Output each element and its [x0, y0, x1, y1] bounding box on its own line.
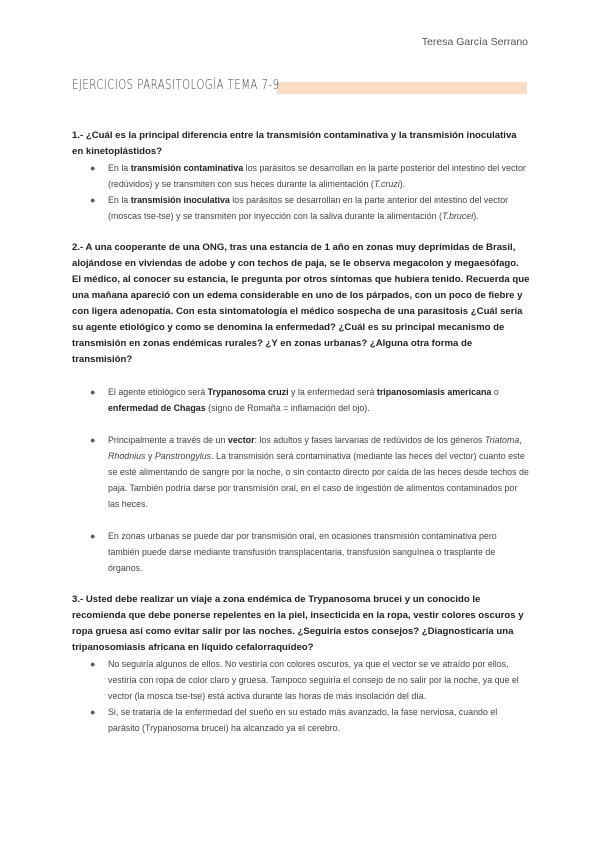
- list-item: ● El agente etiológico será Trypanosoma cruzi y la enfermedad será tripanosomiasis americana o enfermedad de Chagas (signo de Romaña = inflamación del ojo).: [72, 384, 530, 416]
- question-1: 1.- ¿Cuál es la principal diferencia entre la transmisión contaminativa y la transmisión inoculativa en kinetoplástidos?: [72, 130, 517, 157]
- bullet-icon: ●: [90, 163, 96, 173]
- title-block: [72, 78, 532, 96]
- answer-list-1: [72, 160, 530, 224]
- list-item: ● Si, se trataría de la enfermedad del sueño en su estado más avanzado, la fase nerviosa, cuando el parásito (Trypanosoma brucei) ha alcanzado ya el cerebro.: [72, 704, 530, 736]
- list-item: ● No seguiría algunos de ellos. No vestiría con colores oscuros, ya que el vector se ve atraído por ellos, vestiría con ropa de color claro y gruesa. Tampoco seguiría el consejo de no salir por la noche, ya que el vector (la mosca tse-tse) está activa durante las horas de más insolación del día.: [72, 656, 530, 704]
- list-item: ● Principalmente a través de un vector: los adultos y fases larvarias de redúvidos de los géneros Triatoma, Rhodnius y Panstrongylus. La transmisión será contaminativa (mediante las heces del vector) cuanto este se esté alimentando de sangre por la noche, o sin contacto directo por caída de las heces desde techos de paja. También podría darse por transmisión oral, en el caso de ingestión de alimentos contaminados por las heces.: [72, 432, 530, 512]
- bullet-icon: ●: [90, 387, 96, 397]
- answer-list-3: [72, 656, 530, 736]
- bullet-icon: ●: [90, 195, 96, 205]
- bullet-icon: ●: [90, 659, 96, 669]
- question-2: 2.- A una cooperante de una ONG, tras una estancia de 1 año en zonas muy deprimidas de Brasil, alojándose en viviendas de adobe y con techos de paja, se le observa megacolon y megaesófago. El médico, al conocer su estancia, le pregunta por otros síntomas que hubiera tenido. Recuerda que una mañana apareció con un edema considerable en uno de los párpados, con un poco de fiebre y con ligera adenopatía. Con esta sintomatología el médico sospecha de una parasitosis ¿Cuál sería su agente etiológico y como se denomina la enfermedad? ¿Cuál es su principal mecanismo de transmisión en zonas endémicas rurales? ¿Y en zonas urbanas? ¿Alguna otra forma de transmisión?: [72, 242, 530, 365]
- bullet-icon: ●: [90, 531, 96, 541]
- bullet-icon: ●: [90, 435, 96, 445]
- answer-list-2: [72, 384, 530, 576]
- document-title: EJERCICIOS PARASITOLOGÍA TEMA 7-9: [72, 78, 280, 93]
- title-highlight: [277, 82, 527, 94]
- question-3: 3.- Usted debe realizar un viaje a zona endémica de Trypanosoma brucei y un conocido le recomienda que debe ponerse repelentes en la piel, insecticida en la ropa, vestir colores oscuros y ropa gruesa así como evitar salir por las noches. ¿Seguiría estos consejos? ¿Diagnosticaría una tripanosomiasis africana en líquido cefalorraquídeo?: [72, 594, 524, 653]
- list-item: ● En la transmisión inoculativa los parásitos se desarrollan en la parte anterior del intestino del vector (moscas tse-tse) y se transmiten por inyección con la saliva durante la alimentación (T.brucei).: [72, 192, 530, 224]
- list-item: ● En zonas urbanas se puede dar por transmisión oral, en ocasiones transmisión contaminativa pero también puede darse mediante transfusión transplacentaria, transfusión sanguínea o trasplante de órganos.: [72, 528, 530, 576]
- author-name: Teresa García Serrano: [421, 36, 528, 48]
- document-body: [72, 128, 530, 736]
- list-item: ● En la transmisión contaminativa los parásitos se desarrollan en la parte posterior del intestino del vector (redúvidos) y se transmiten con sus heces durante la alimentación (T.cruzi).: [72, 160, 530, 192]
- bullet-icon: ●: [90, 707, 96, 717]
